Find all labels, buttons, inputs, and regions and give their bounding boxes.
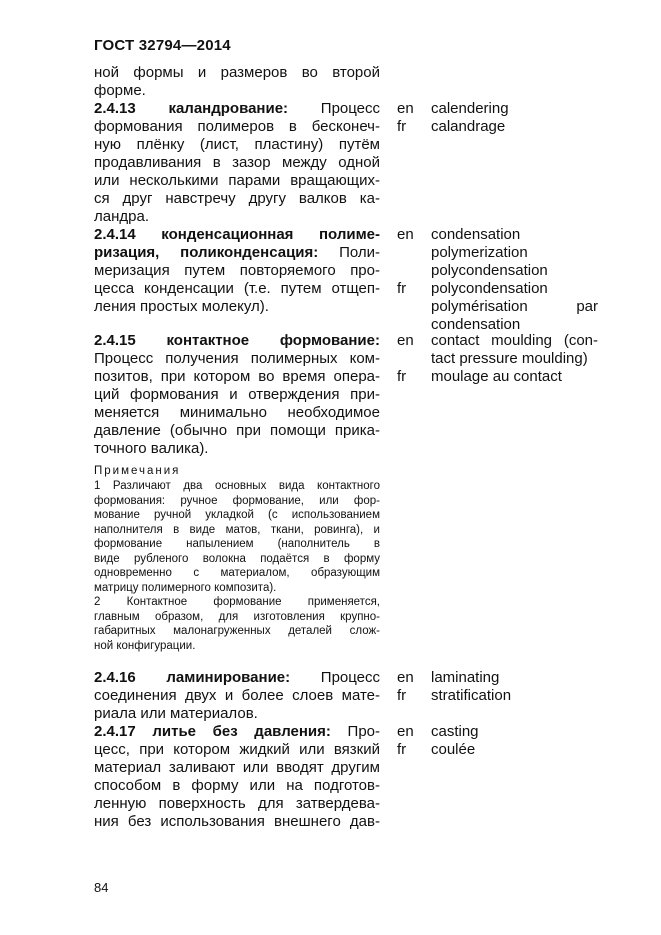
lang-code-fr: fr [397, 280, 407, 297]
definition-line: цесс, при котором жидкий или вязкий [94, 741, 380, 758]
body-line: форме. [94, 82, 146, 99]
definition-text: Процесс [320, 100, 381, 117]
term-name: ламинирование: [166, 669, 291, 686]
definition-line: ления простых молекул). [94, 298, 269, 315]
definition-line: позитов, при котором во время опера- [94, 368, 380, 385]
definition-line: материал заливают или вводят другим [94, 759, 380, 776]
definition-line: точного валика). [94, 440, 209, 457]
equivalent-term: condensation [431, 316, 521, 333]
term-heading-line [94, 244, 380, 262]
lang-code-en: en [397, 723, 414, 740]
term-number: 2.4.16 [94, 669, 136, 686]
note-line: наполнителя в виде матов, ткани, ровинга), и [94, 523, 380, 536]
equivalent-term: laminating [431, 669, 500, 686]
term-heading-2-4-14 [94, 226, 380, 244]
equivalent-term: contact moulding (con- [431, 332, 598, 349]
definition-text: Поли- [339, 244, 380, 261]
equivalent-term: coulée [431, 741, 476, 758]
lang-code-en: en [397, 226, 414, 243]
equivalent-term: polycondensation [431, 262, 548, 279]
definition-line: способом в форму или на подготов- [94, 777, 380, 794]
definition-text: Про- [347, 723, 380, 740]
note-line: 2 Контактное формование применяется, [94, 596, 380, 608]
note-line: мование ручной укладкой (с использованием [94, 509, 380, 521]
note-line: главным образом, для изготовления крупно- [94, 610, 380, 623]
equivalent-term: polymérisation par [431, 298, 598, 315]
equivalent-term: polycondensation [431, 280, 548, 297]
definition-line: цесса конденсации (т.е. путем отщеп- [94, 280, 380, 297]
equivalent-term: calendering [431, 100, 509, 117]
definition-line: ландра. [94, 208, 149, 225]
term-name: ризация, поликонденсация: [94, 244, 319, 261]
lang-code-fr: fr [397, 118, 407, 135]
page-header: ГОСТ 32794—2014 [94, 37, 231, 54]
note-line: габаритных малонагруженных деталей слож- [94, 625, 380, 637]
lang-code-fr: fr [397, 741, 407, 758]
definition-line: ленную поверхность для затвердева- [94, 795, 380, 812]
definition-line: соединения двух и более слоев мате- [94, 687, 380, 704]
term-name: конденсационная полиме- [161, 226, 381, 243]
term-heading-2-4-16 [94, 669, 380, 687]
term-name: каландрование: [168, 100, 289, 117]
note-line: ной конфигурации. [94, 639, 196, 652]
definition-line: ся друг навстречу другу валков ка- [94, 190, 380, 207]
equivalent-term: calandrage [431, 118, 506, 135]
note-line: 1 Различают два основных вида контактного [94, 480, 380, 492]
definition-line: или несколькими парами вращающих- [94, 172, 380, 189]
equivalent-term: condensation [431, 226, 521, 243]
definition-line: давление (обычно при помощи прика- [94, 422, 380, 439]
note-line: одновременно с материалом, образующим [94, 567, 380, 579]
definition-line: формования полимеров в бесконеч- [94, 118, 380, 135]
term-heading-2-4-17 [94, 723, 380, 741]
lang-code-fr: fr [397, 687, 407, 704]
term-number: 2.4.15 [94, 332, 136, 349]
definition-line: риала или материалов. [94, 705, 258, 722]
note-line: формование напылением (наполнитель в [94, 538, 380, 550]
equivalent-term: tact pressure moulding) [431, 350, 588, 367]
body-line: ной формы и размеров во второй [94, 64, 380, 81]
equivalent-term: polymerization [431, 244, 528, 261]
note-line: формования: ручное формование, или фор- [94, 494, 380, 507]
lang-code-en: en [397, 100, 414, 117]
term-name: литье без давления: [152, 723, 331, 740]
term-heading-2-4-15 [94, 332, 380, 350]
term-name: контактное формование: [166, 332, 380, 349]
equivalent-term: stratification [431, 687, 512, 704]
equivalent-term: casting [431, 723, 479, 740]
lang-code-en: en [397, 332, 414, 349]
definition-line: продавливания в зазор между одной [94, 154, 380, 171]
definition-line: Процесс получения полимерных ком- [94, 350, 380, 367]
definition-line: ций формования и отверждения при- [94, 386, 380, 403]
definition-line: меняется минимально необходимое [94, 404, 380, 421]
definition-text: Процесс [320, 669, 381, 686]
note-line: матрицу полимерного композита). [94, 581, 277, 594]
term-number: 2.4.17 [94, 723, 136, 740]
term-number: 2.4.13 [94, 100, 136, 117]
notes-title: Примечания [94, 465, 181, 477]
equivalent-term: moulage au contact [431, 368, 562, 385]
note-line: виде рубленого волокна подаётся в форму [94, 552, 380, 565]
term-number: 2.4.14 [94, 226, 136, 243]
definition-line: меризация путем повторяемого про- [94, 262, 380, 279]
page-number: 84 [94, 880, 109, 895]
lang-code-en: en [397, 669, 414, 686]
definition-line: ную плёнку (лист, пластину) путём [94, 136, 380, 153]
definition-line: ния без использования внешнего дав- [94, 813, 380, 830]
term-heading-2-4-13 [94, 100, 380, 118]
lang-code-fr: fr [397, 368, 407, 385]
